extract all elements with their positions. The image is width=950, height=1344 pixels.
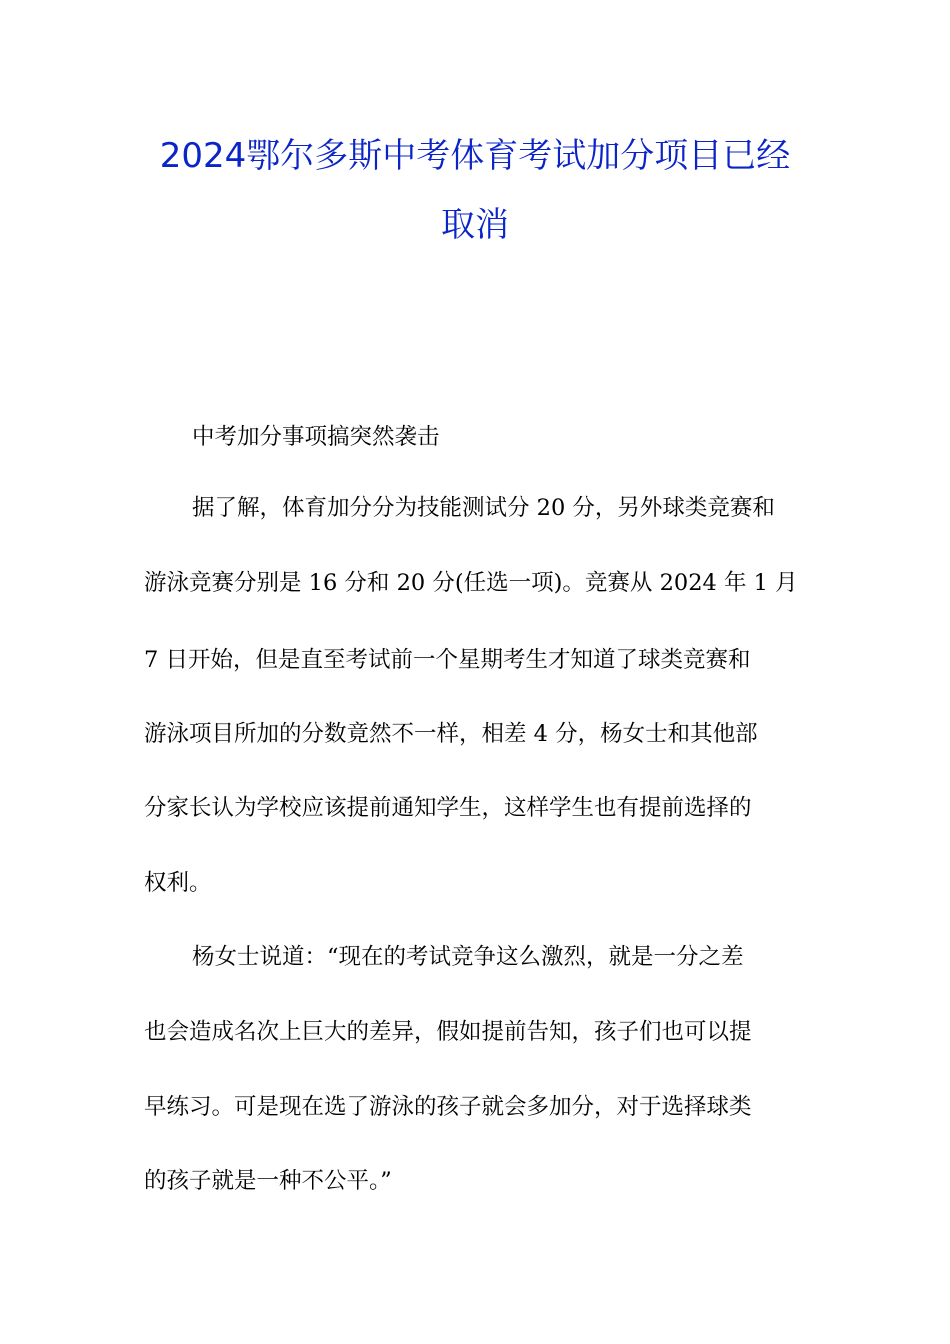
paragraph-1-line-4: 游泳项目所加的分数竟然不一样，相差 4 分，杨女士和其他部 <box>144 721 758 747</box>
paragraph-2-line-1: 杨女士说道：“现在的考试竞争这么激烈，就是一分之差 <box>192 944 744 970</box>
paragraph-2-line-2: 也会造成名次上巨大的差异，假如提前告知，孩子们也可以提 <box>144 1019 752 1045</box>
document-title-line-2: 取消 <box>441 205 509 245</box>
paragraph-1-line-5: 分家长认为学校应该提前通知学生，这样学生也有提前选择的 <box>144 795 752 821</box>
section-heading: 中考加分事项搞突然袭击 <box>192 424 440 450</box>
paragraph-1-line-3: 7 日开始，但是直至考试前一个星期考生才知道了球类竞赛和 <box>144 647 751 673</box>
paragraph-2-line-4: 的孩子就是一种不公平。” <box>144 1168 392 1194</box>
paragraph-2-line-3: 早练习。可是现在选了游泳的孩子就会多加分，对于选择球类 <box>144 1094 752 1120</box>
paragraph-1-line-2: 游泳竞赛分别是 16 分和 20 分(任选一项)。竞赛从 2024 年 1 月 <box>144 570 798 596</box>
paragraph-1-line-6: 权利。 <box>144 870 212 896</box>
paragraph-1-line-1: 据了解，体育加分分为技能测试分 20 分，另外球类竞赛和 <box>192 495 775 521</box>
document-title-line-1: 2024鄂尔多斯中考体育考试加分项目已经 <box>159 136 791 176</box>
